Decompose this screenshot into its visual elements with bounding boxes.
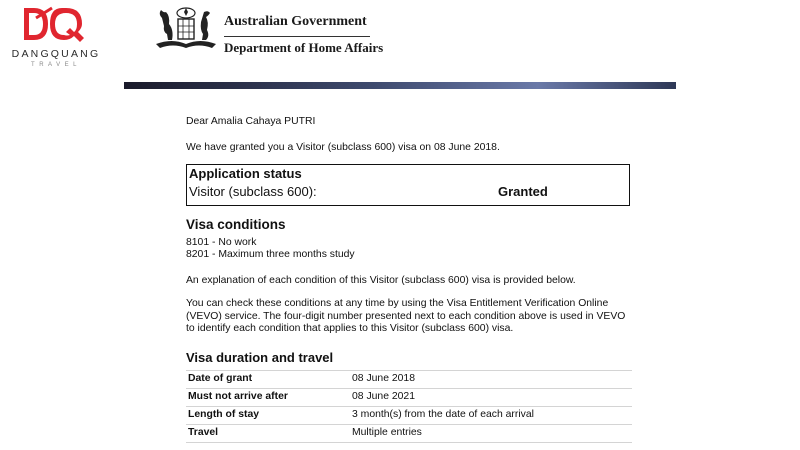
logo-wordmark: DANGQUANG xyxy=(11,48,101,60)
condition-item: 8201 - Maximum three months study xyxy=(186,249,355,260)
application-status-box xyxy=(186,164,630,206)
vevo-paragraph: You can check these conditions at any time by using the Visa Entitlement Verification Online (VEVO) service. The four-digit number presented next to each condition above is used in VEVO to identify each condition that applies to this Visitor (subclass 600) visa. xyxy=(186,298,626,334)
row-label: Length of stay xyxy=(188,409,260,420)
government-name: Australian Government xyxy=(224,14,367,29)
letterhead-banner-bar xyxy=(124,82,676,89)
status-badge: Granted xyxy=(498,184,548,199)
application-status-title: Application status xyxy=(189,166,302,181)
visa-duration-table xyxy=(186,370,632,443)
department-name: Department of Home Affairs xyxy=(224,40,384,55)
row-label: Travel xyxy=(188,427,219,438)
dq-logo-icon xyxy=(0,0,110,48)
conditions-explanation: An explanation of each condition of this Visitor (subclass 600) visa is provided below. xyxy=(186,275,576,286)
row-value: 3 month(s) from the date of each arrival xyxy=(352,409,534,420)
salutation: Dear Amalia Cahaya PUTRI xyxy=(186,116,316,127)
table-row xyxy=(186,389,632,407)
row-value: 08 June 2021 xyxy=(352,391,415,402)
visa-subclass-label: Visitor (subclass 600): xyxy=(189,184,317,199)
visa-duration-title: Visa duration and travel xyxy=(186,350,334,365)
dangquang-travel-logo xyxy=(0,0,110,80)
logo-tagline: TRAVEL xyxy=(31,62,81,68)
grant-statement: We have granted you a Visitor (subclass 600) visa on 08 June 2018. xyxy=(186,142,500,153)
row-value: 08 June 2018 xyxy=(352,373,415,384)
row-value: Multiple entries xyxy=(352,427,422,438)
condition-item: 8101 - No work xyxy=(186,237,257,248)
letterhead-rule xyxy=(224,36,370,37)
row-label: Must not arrive after xyxy=(188,391,288,402)
row-label: Date of grant xyxy=(188,373,253,384)
table-row xyxy=(186,407,632,425)
coat-of-arms-icon xyxy=(152,4,220,54)
letterhead xyxy=(124,0,676,82)
visa-conditions-title: Visa conditions xyxy=(186,217,286,232)
table-row xyxy=(186,425,632,443)
table-row xyxy=(186,370,632,389)
